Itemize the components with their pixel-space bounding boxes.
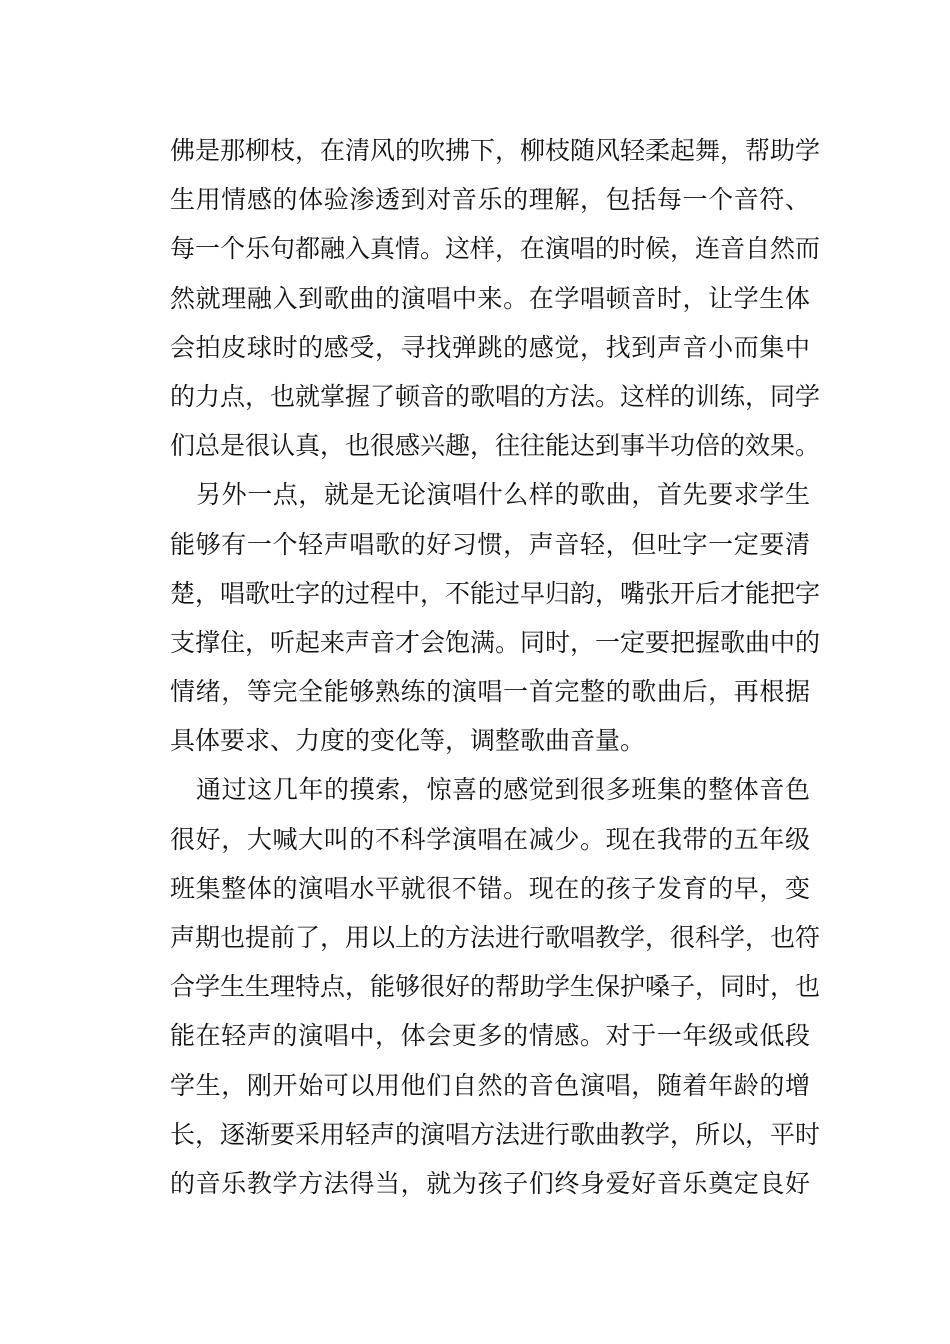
- text-line: 生用情感的体验渗透到对音乐的理解，包括每一个音符、: [170, 185, 810, 215]
- text-line: 的力点，也就掌握了顿音的歌唱的方法。这样的训练，同学: [170, 381, 821, 411]
- text-line: 声期也提前了，用以上的方法进行歌唱教学，很科学，也符: [170, 923, 821, 952]
- text-line: 的音乐教学方法得当，就为孩子们终身爱好音乐奠定良好: [170, 1168, 810, 1198]
- text-line: 支撑住，听起来声音才会饱满。同时，一定要把握歌曲中的: [170, 627, 821, 657]
- text-line: 能够有一个轻声唱歌的好习惯，声音轻，但吐字一定要清: [170, 529, 810, 559]
- text-line: 学生，刚开始可以用他们自然的音色演唱，随着年龄的增: [170, 1070, 810, 1100]
- text-line: 们总是很认真，也很感兴趣，往往能达到事半功倍的效果。: [170, 431, 821, 461]
- text-line: 通过这几年的摸索，惊喜的感觉到很多班集的整体音色: [196, 775, 810, 805]
- text-line: 每一个乐句都融入真情。这样，在演唱的时候，连音自然而: [170, 234, 821, 264]
- body-text: [170, 126, 821, 1208]
- text-line: 楚，唱歌吐字的过程中，不能过早归韵，嘴张开后才能把字: [170, 578, 821, 608]
- text-line: 班集整体的演唱水平就很不错。现在的孩子发育的早，变: [170, 873, 810, 903]
- text-line: 情绪，等完全能够熟练的演唱一首完整的歌曲后，再根据: [170, 677, 810, 707]
- text-line: 佛是那柳枝，在清风的吹拂下，柳枝随风轻柔起舞，帮助学: [170, 136, 821, 165]
- text-line: 会拍皮球时的感受，寻找弹跳的感觉，找到声音小而集中: [170, 332, 810, 362]
- text-line: 能在轻声的演唱中，体会更多的情感。对于一年级或低段: [170, 1021, 810, 1051]
- text-line: 然就理融入到歌曲的演唱中来。在学唱顿音时，让学生体: [170, 283, 810, 313]
- text-line: 很好，大喊大叫的不科学演唱在减少。现在我带的五年级: [170, 824, 810, 854]
- text-line: 合学生生理特点，能够很好的帮助学生保护嗓子，同时，也: [170, 972, 821, 1002]
- text-line: 另外一点，就是无论演唱什么样的歌曲，首先要求学生: [196, 480, 810, 510]
- text-line: 长，逐渐要采用轻声的演唱方法进行歌曲教学，所以，平时: [170, 1119, 821, 1149]
- text-line: 具体要求、力度的变化等，调整歌曲音量。: [170, 726, 646, 756]
